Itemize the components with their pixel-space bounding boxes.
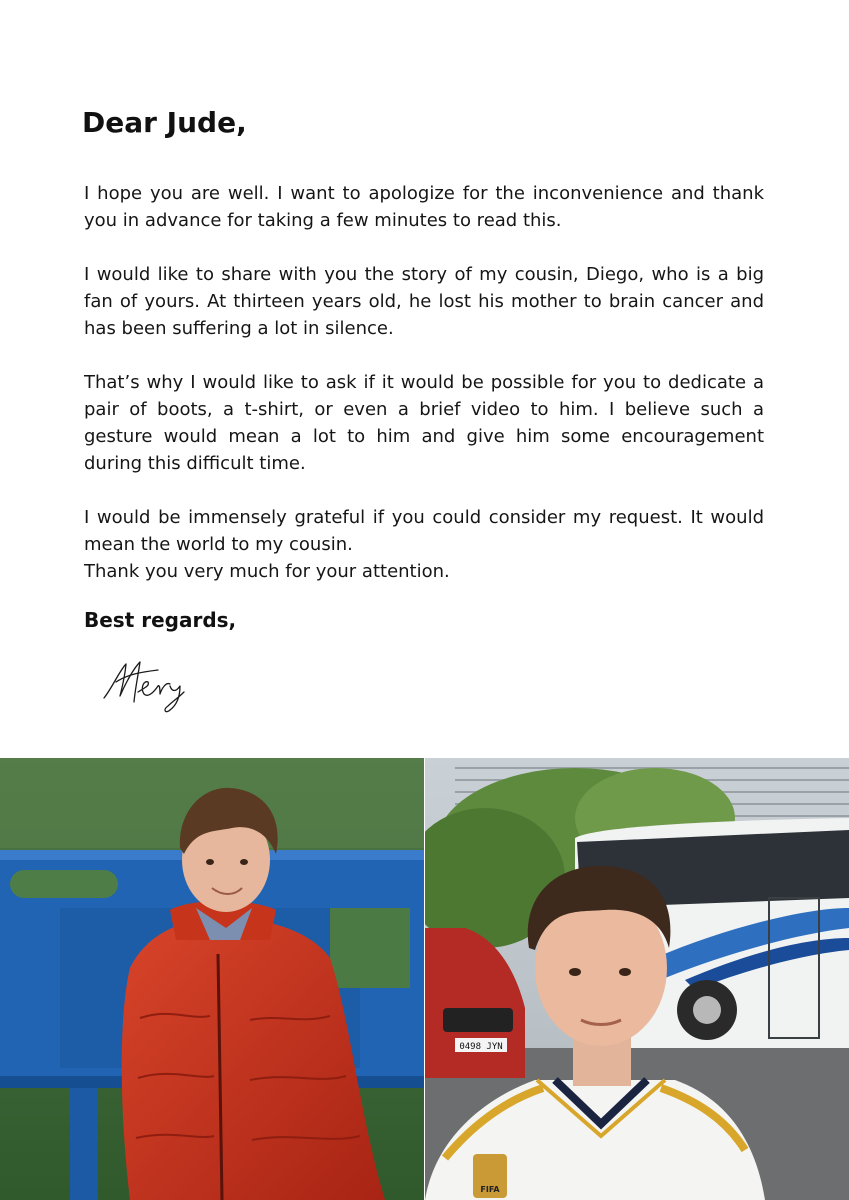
letter-paragraph: I would be immensely grateful if you could consider my request. It would mean the world to my cousin. (84, 507, 764, 555)
child-in-red-jacket-photo (0, 758, 424, 1200)
letter-greeting: Dear Jude, (82, 106, 247, 139)
letter-closing: Best regards, (84, 608, 237, 632)
letter-body (84, 180, 764, 585)
letter-paragraph: That’s why I would like to ask if it would be possible for you to dedicate a pair of boots, a t-shirt, or even a brief video to him. I believe such a gesture would mean a lot to him and give him some encouragement during this difficult time. (84, 372, 764, 474)
handwritten-signature (98, 652, 208, 722)
boy-photo-right (425, 758, 849, 1200)
boy-in-white-jersey-photo (425, 758, 849, 1200)
child-photo-left (0, 758, 424, 1200)
fifa-badge-text: FIFA (480, 1185, 500, 1194)
letter-paragraph: I hope you are well. I want to apologize for the inconvenience and thank you in advance for taking a few minutes to read this. (84, 183, 764, 231)
photo-strip (0, 758, 849, 1200)
letter-paragraph: I would like to share with you the story of my cousin, Diego, who is a big fan of yours. At thirteen years old, he lost his mother to brain cancer and has been suffering a lot in silence. (84, 264, 764, 339)
license-plate: 0498 JYN (459, 1042, 503, 1052)
letter-paragraph: Thank you very much for your attention. (84, 561, 450, 582)
